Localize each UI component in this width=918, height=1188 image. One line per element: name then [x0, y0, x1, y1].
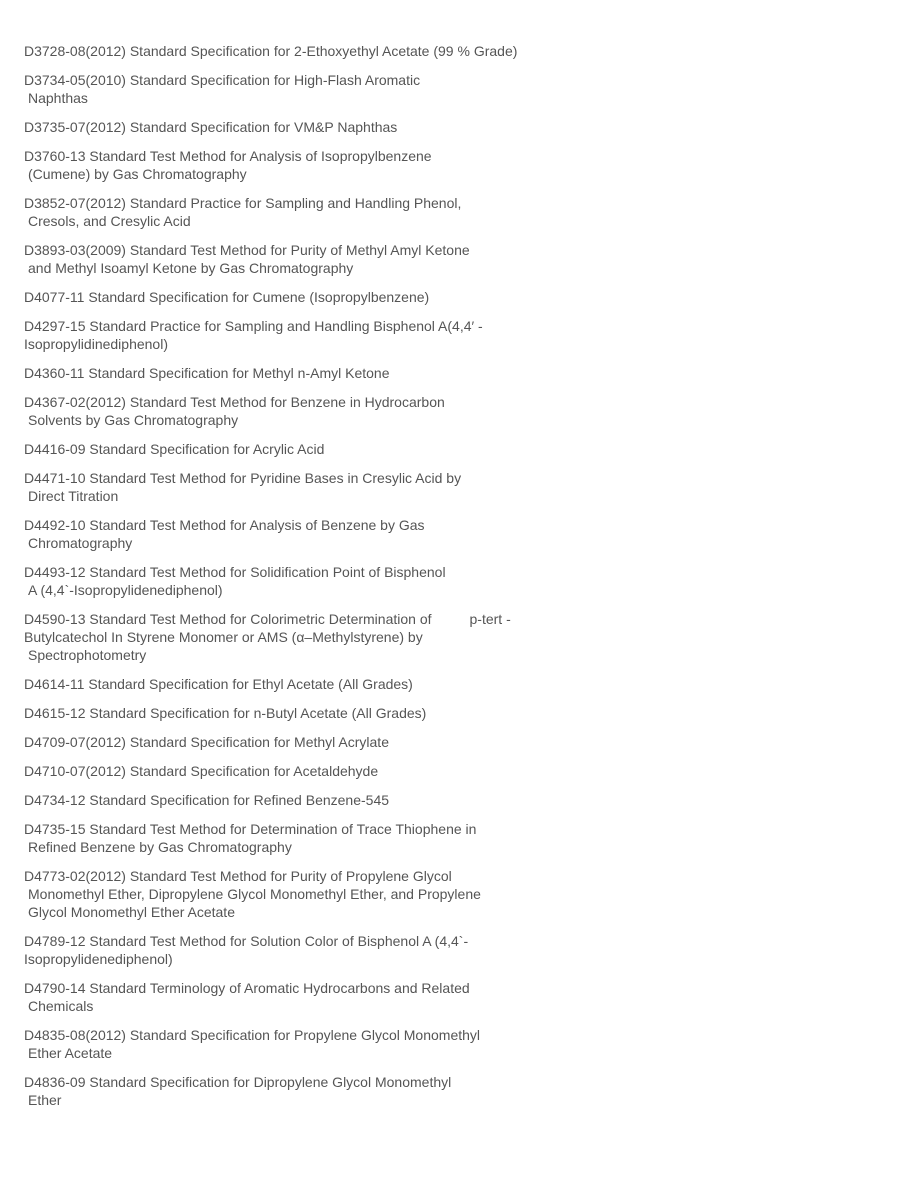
standard-entry [24, 118, 624, 136]
standard-text: D4789-12 Standard Test Method for Solution Color of Bisphenol A (4,4`- [24, 933, 469, 949]
standard-title-continuation [24, 950, 624, 968]
standard-title-line [24, 1073, 624, 1091]
standard-title-line [24, 610, 624, 628]
standard-entry [24, 1073, 624, 1109]
standard-entry [24, 469, 624, 505]
standard-title-line [24, 241, 624, 259]
standard-title-continuation [24, 212, 624, 230]
standard-entry [24, 762, 624, 780]
standard-entry [24, 733, 624, 751]
standard-text: D4493-12 Standard Test Method for Solidification Point of Bisphenol [24, 564, 446, 580]
standard-text: Isopropylidinediphenol) [24, 336, 168, 352]
standard-text: D4614-11 Standard Specification for Ethyl Acetate (All Grades) [24, 676, 413, 692]
standard-entry [24, 675, 624, 693]
standard-text: D4835-08(2012) Standard Specification for Propylene Glycol Monomethyl [24, 1027, 481, 1043]
standard-entry [24, 317, 624, 353]
standard-entry [24, 42, 624, 60]
standard-text: D3728-08(2012) Standard Specification for 2-Ethoxyethyl Acetate (99 % Grade) [24, 43, 518, 59]
standard-text: Spectrophotometry [28, 647, 147, 663]
standard-text: D3735-07(2012) Standard Specification for VM&P Naphthas [24, 119, 398, 135]
standard-title-line [24, 147, 624, 165]
standard-title-line [24, 118, 624, 136]
standard-text: D3893-03(2009) Standard Test Method for Purity of Methyl Amyl Ketone [24, 242, 470, 258]
standard-title-line [24, 791, 624, 809]
standard-entry [24, 241, 624, 277]
standard-text: Chemicals [28, 998, 94, 1014]
standard-title-line [24, 71, 624, 89]
standard-title-continuation [24, 646, 624, 664]
standard-text: Solvents by Gas Chromatography [28, 412, 239, 428]
standard-text: D4710-07(2012) Standard Specification for Acetaldehyde [24, 763, 379, 779]
standard-text: Monomethyl Ether, Dipropylene Glycol Monomethyl Ether, and Propylene [28, 886, 481, 902]
standard-title-line [24, 42, 624, 60]
standard-entry [24, 288, 624, 306]
standard-text-tail: p-tert - [469, 611, 511, 627]
standard-text: D4360-11 Standard Specification for Methyl n-Amyl Ketone [24, 365, 390, 381]
standard-text: Butylcatechol In Styrene Monomer or AMS (α–Methylstyrene) by [24, 629, 423, 645]
standard-entry [24, 1026, 624, 1062]
standard-title-line [24, 469, 624, 487]
standard-text: A (4,4`-Isopropylidenediphenol) [28, 582, 223, 598]
standard-text: D4735-15 Standard Test Method for Determination of Trace Thiophene in [24, 821, 477, 837]
standard-entry [24, 867, 624, 921]
standard-title-continuation [24, 903, 624, 921]
standard-text: Direct Titration [28, 488, 119, 504]
standard-text: Isopropylidenediphenol) [24, 951, 173, 967]
standard-title-line [24, 932, 624, 950]
standard-text: Cresols, and Cresylic Acid [28, 213, 191, 229]
standard-entry [24, 610, 624, 664]
standard-text: D4416-09 Standard Specification for Acrylic Acid [24, 441, 325, 457]
standard-text: D4734-12 Standard Specification for Refined Benzene-545 [24, 792, 390, 808]
standard-text: D4615-12 Standard Specification for n-Butyl Acetate (All Grades) [24, 705, 427, 721]
standard-text: Refined Benzene by Gas Chromatography [28, 839, 292, 855]
standard-entry [24, 704, 624, 722]
standard-title-continuation [24, 1091, 624, 1109]
standard-text: (Cumene) by Gas Chromatography [28, 166, 247, 182]
standard-text: D4471-10 Standard Test Method for Pyridine Bases in Cresylic Acid by [24, 470, 462, 486]
standard-title-line [24, 317, 624, 335]
standard-text: D4077-11 Standard Specification for Cumene (Isopropylbenzene) [24, 289, 430, 305]
standard-title-continuation [24, 628, 624, 646]
standard-title-line [24, 1026, 624, 1044]
standard-text: D4836-09 Standard Specification for Dipropylene Glycol Monomethyl [24, 1074, 452, 1090]
standard-entry [24, 147, 624, 183]
standard-title-continuation [24, 838, 624, 856]
standard-entry [24, 979, 624, 1015]
standard-entry [24, 563, 624, 599]
standard-title-line [24, 516, 624, 534]
standard-text: D4367-02(2012) Standard Test Method for Benzene in Hydrocarbon [24, 394, 445, 410]
standard-text: and Methyl Isoamyl Ketone by Gas Chromatography [28, 260, 354, 276]
standard-title-continuation [24, 997, 624, 1015]
standard-title-line [24, 979, 624, 997]
standard-entry [24, 393, 624, 429]
standard-title-line [24, 675, 624, 693]
standard-text: D4790-14 Standard Terminology of Aromatic Hydrocarbons and Related [24, 980, 470, 996]
standard-text: D4590-13 Standard Test Method for Colorimetric Determination of [24, 611, 432, 627]
standards-list [24, 42, 624, 1120]
standard-title-line [24, 393, 624, 411]
standard-text: D4297-15 Standard Practice for Sampling and Handling Bisphenol A(4,4′ - [24, 318, 483, 334]
standard-title-continuation [24, 165, 624, 183]
standard-title-continuation [24, 487, 624, 505]
standard-text: D3734-05(2010) Standard Specification for High-Flash Aromatic [24, 72, 421, 88]
standard-title-continuation [24, 885, 624, 903]
standard-text: D4709-07(2012) Standard Specification for Methyl Acrylate [24, 734, 389, 750]
standard-title-continuation [24, 581, 624, 599]
standard-title-line [24, 288, 624, 306]
standard-title-line [24, 820, 624, 838]
standard-title-line [24, 364, 624, 382]
standard-title-line [24, 867, 624, 885]
standard-title-continuation [24, 534, 624, 552]
standard-title-line [24, 704, 624, 722]
standard-entry [24, 932, 624, 968]
standard-title-line [24, 440, 624, 458]
standard-entry [24, 516, 624, 552]
standard-title-line [24, 733, 624, 751]
standard-title-continuation [24, 411, 624, 429]
standard-entry [24, 440, 624, 458]
standard-entry [24, 820, 624, 856]
standard-title-continuation [24, 89, 624, 107]
standard-title-continuation [24, 259, 624, 277]
standard-text: D4492-10 Standard Test Method for Analysis of Benzene by Gas [24, 517, 425, 533]
standard-title-line [24, 563, 624, 581]
standard-text: D4773-02(2012) Standard Test Method for Purity of Propylene Glycol [24, 868, 452, 884]
standard-title-line [24, 762, 624, 780]
standard-text: Naphthas [28, 90, 88, 106]
standard-entry [24, 791, 624, 809]
standard-entry [24, 71, 624, 107]
standard-text: D3760-13 Standard Test Method for Analysis of Isopropylbenzene [24, 148, 432, 164]
standard-title-continuation [24, 1044, 624, 1062]
standard-title-line [24, 194, 624, 212]
standard-text: Chromatography [28, 535, 133, 551]
standard-entry [24, 364, 624, 382]
standard-title-continuation [24, 335, 624, 353]
standard-entry [24, 194, 624, 230]
standard-text: Ether [28, 1092, 62, 1108]
standard-text: D3852-07(2012) Standard Practice for Sampling and Handling Phenol, [24, 195, 462, 211]
standard-text: Ether Acetate [28, 1045, 113, 1061]
standard-text: Glycol Monomethyl Ether Acetate [28, 904, 235, 920]
